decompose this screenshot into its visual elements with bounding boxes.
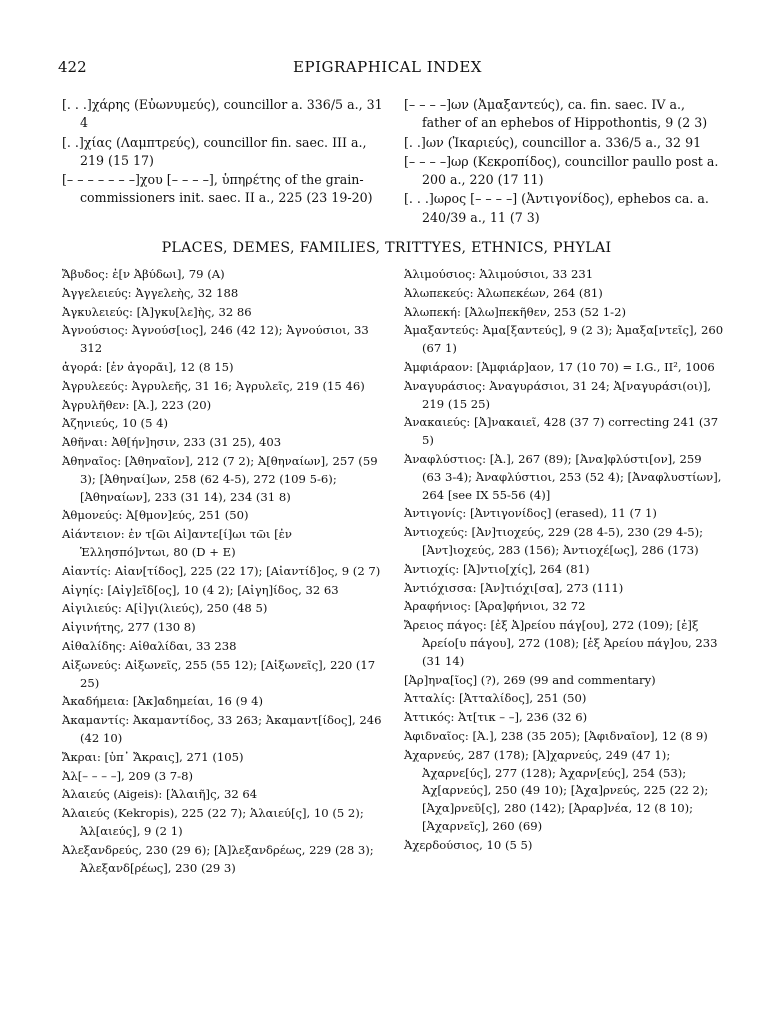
index-entry: [. . .]ωρος [– – – –] (Ἀντιγονίδος), ephebos ca. a. 240/39 a., 11 (7 3): [404, 191, 709, 225]
index-entry: Ἀζηνιεύς, 10 (5 4): [62, 416, 169, 431]
index-entry: Αἰάντειον: ἐν τ[ῶι Αἰ]αντε[ί]ωι τῶι [ἐν Ἑλλησπό]ντωι, 80 (D + E): [62, 527, 292, 559]
index-entry: ἀγορά: [ἐν ἀγορᾶι], 12 (8 15): [62, 359, 234, 374]
index-entry: Ἀχερδούσιος, 10 (5 5): [404, 837, 533, 852]
index-entry: Ἄρειος πάγος: [ἐξ Ἀ]ρείου πάγ[ου], 272 (109); [ἐ]ξ Ἀρείο[υ πάγου], 272 (108); [ἐξ Ἀρείου πάγ]ου, 233 (31 14): [404, 618, 718, 668]
index-entry: Ἀντιγονίς: [Ἀντιγονίδος] (erased), 11 (7 1): [404, 506, 657, 521]
index-entry: Ἀλεξανδρεύς, 230 (29 6); [Ἀ]λεξανδρέως, 229 (28 3); Ἀλεξανδ[ρέως], 230 (29 3): [62, 842, 374, 875]
index-entry: Ἀφιδναῖος: [Ἀ.], 238 (35 205); [Ἀφιδναῖον], 12 (8 9): [404, 728, 708, 743]
index-entry: Ἀκαδήμεια: [Ἀκ]αδημείαι, 16 (9 4): [62, 694, 264, 709]
index-entry: Ἀγγελειεύς: Ἀγγελεὴς, 32 188: [62, 285, 239, 300]
index-right-column: [404, 266, 724, 856]
index-entry: [– – – –]ωρ (Κεκροπίδος), councillor paullo post a. 200 a., 220 (17 11): [404, 153, 719, 188]
index-entry: Ἁλαιεύς (Aigeis): [Ἁλαιῆ]ς, 32 64: [62, 787, 258, 802]
index-entry: Ἁλαιεύς (Kekropis), 225 (22 7); Ἁλαιεύ[ς], 10 (5 2); Ἁλ[αιεύς], 9 (2 1): [62, 806, 364, 838]
index-entry: Ἀχαρνεύς, 287 (178); [Ἀ]χαρνεύς, 249 (47 1); Ἀχαρνε[ύς], 277 (128); Ἀχαρν[εύς], 254 (53); Ἀχ[αρνεύς], 250 (49 10); [Ἀχα]ρνεύς, 225 (22 2); [Ἀχα]ρνεῦ[ς], 280 (142); [Ἀραρ]νέα, 12 (8 10); [Ἀχαρνεῖς], 260 (69): [404, 747, 709, 833]
index-entry: Ἀγρυλεεύς: Ἀγρυλεῆς, 31 16; Ἀγρυλεῖς, 219 (15 46): [62, 378, 365, 393]
section-title: PLACES, DEMES, FAMILIES, TRITTYES, ETHNICS, PHYLAI: [161, 240, 612, 256]
index-entry: [. . .]χάρης (Εὐωνυμεύς), councillor a. 336/5 a., 31 4: [62, 97, 383, 131]
index-entry: Ἀναφλύστιος: [Ἀ.], 267 (89); [Ἀνα]φλύστι[ον], 259 (63 3-4); Ἀναφλύστιοι, 253 (52 4); [Ἀναφλυστίων], 264 [see IX 55-56 (4)]: [404, 451, 722, 502]
index-entry: [– – – – – – –]χου [– – – –], ὑπηρέτης of the grain-commissioners init. saec. II a., 225 (23 19-20): [62, 172, 373, 206]
index-entry: [Ἀρ]ηνα[ῖος] (?), 269 (99 and commentary): [404, 672, 656, 687]
index-entry: Ἀμφιάραον: [Ἀμφιάρ]αον, 17 (10 70) = I.G., II², 1006: [404, 359, 715, 374]
index-entry: Ἀθῆναι: Ἀθ[ήν]ησιν, 233 (31 25), 403: [62, 435, 282, 450]
index-entry: Ἀθμονεύς: Ἀ[θμον]εύς, 251 (50): [62, 508, 249, 523]
index-left-column: [62, 266, 384, 878]
index-entry: Αἰγιλιεύς: Α[ἰ]γι(λιεύς), 250 (48 5): [62, 601, 268, 616]
index-entry: Ἁλιμούσιος: Ἁλιμούσιοι, 33 231: [404, 267, 594, 281]
index-entry: Ἀντιόχισσα: [Ἀν]τιόχι[σα], 273 (111): [404, 580, 624, 595]
index-entry: Ἀνακαιεύς: [Ἀ]νακαιεῖ, 428 (37 7) correcting 241 (37 5): [404, 415, 719, 448]
index-entry: Ἀγρυλῆθεν: [Ἀ.], 223 (20): [62, 397, 212, 412]
index-entry: Ἀλωπεκεύς: Ἀλωπεκέων, 264 (81): [404, 285, 603, 300]
top-right-column: [404, 96, 724, 228]
index-entry: Ἀττικός: Ἀτ[τικ – –], 236 (32 6): [404, 710, 588, 725]
index-entry: Ἀγκυλειεύς: [Ἀ]γκυ[λε]ὴς, 32 86: [62, 304, 252, 319]
index-entry: Ἀντιοχεύς: [Ἀν]τιοχεύς, 229 (28 4-5), 230 (29 4-5); [Ἀντ]ιοχεύς, 283 (156); Ἀντιοχέ[ως], 286 (173): [404, 525, 704, 557]
index-entry: Ἀλ[– – – –], 209 (3 7-8): [62, 768, 193, 783]
index-entry: Ἀναγυράσιος: Ἀναγυράσιοι, 31 24; Ἀ[ναγυράσι(οι)], 219 (15 25): [404, 378, 712, 411]
top-left-column: [62, 96, 384, 209]
index-entry: [. .]ων (Ἰκαριεύς), councillor a. 336/5 a., 32 91: [404, 134, 702, 150]
index-entry: Ἀγνούσιος: Ἀγνούσ[ιος], 246 (42 12); Ἀγνούσιοι, 33 312: [62, 323, 369, 356]
index-entry: Ἀμαξαντεύς: Ἀμα[ξαντεύς], 9 (2 3); Ἀμαξα[ντεῖς], 260 (67 1): [404, 323, 724, 356]
index-entry: Αἰγινήτης, 277 (130 8): [62, 620, 196, 635]
index-entry: Αἰαντίς: Αἰαν[τίδος], 225 (22 17); [Αἰαντίδ]ος, 9 (2 7): [62, 563, 381, 578]
index-entry: Ἄβυδος: ἐ[ν Ἀβύδωι], 79 (A): [62, 267, 225, 281]
index-entry: Ἀκαμαντίς: Ἀκαμαντίδος, 33 263; Ἀκαμαντ[ίδος], 246 (42 10): [62, 713, 382, 745]
index-entry: Αἰθαλίδης: Αἰθαλίδαι, 33 238: [62, 638, 237, 653]
index-entry: Αἰξωνεύς: Αἰξωνεῖς, 255 (55 12); [Αἰξωνεῖς], 220 (17 25): [62, 657, 376, 690]
index-entry: Αἰγηίς: [Αἰγ]εῖδ[ος], 10 (4 2); [Αἰγη]ίδος, 32 63: [62, 582, 339, 597]
index-entry: Ἀλωπεκή: [Ἀλω]πεκῆθεν, 253 (52 1-2): [404, 304, 626, 319]
index-entry: [. .]χίας (Λαμπτρεύς), councillor fin. saec. III a., 219 (15 17): [62, 134, 367, 168]
index-entry: [– – – –]ων (Ἀμαξαντεύς), ca. fin. saec. IV a., father of an ephebos of Hippothontis, 9 (2 3): [404, 97, 708, 131]
index-entry: Ἀτταλίς: [Ἀτταλίδος], 251 (50): [404, 691, 587, 706]
index-entry: Ἄκραι: [ὑπ᾽ Ἄκραις], 271 (105): [62, 749, 244, 764]
page-header: [58, 58, 717, 80]
page-number: 422: [58, 58, 87, 76]
running-title: EPIGRAPHICAL INDEX: [293, 58, 482, 76]
index-entry: Ἀραφήνιος: [Ἀρα]φήνιοι, 32 72: [404, 599, 586, 614]
index-entry: Ἀντιοχίς: [Ἀ]ντιο[χίς], 264 (81): [404, 561, 590, 576]
index-entry: Ἀθηναῖος: [Ἀθηναῖον], 212 (7 2); Ἀ[θηναίων], 257 (59 3); [Ἀθηναί]ων, 258 (62 4-5), 272 (109 5-6); [Ἀθηναίων], 233 (31 14), 234 (31 8): [62, 453, 378, 504]
